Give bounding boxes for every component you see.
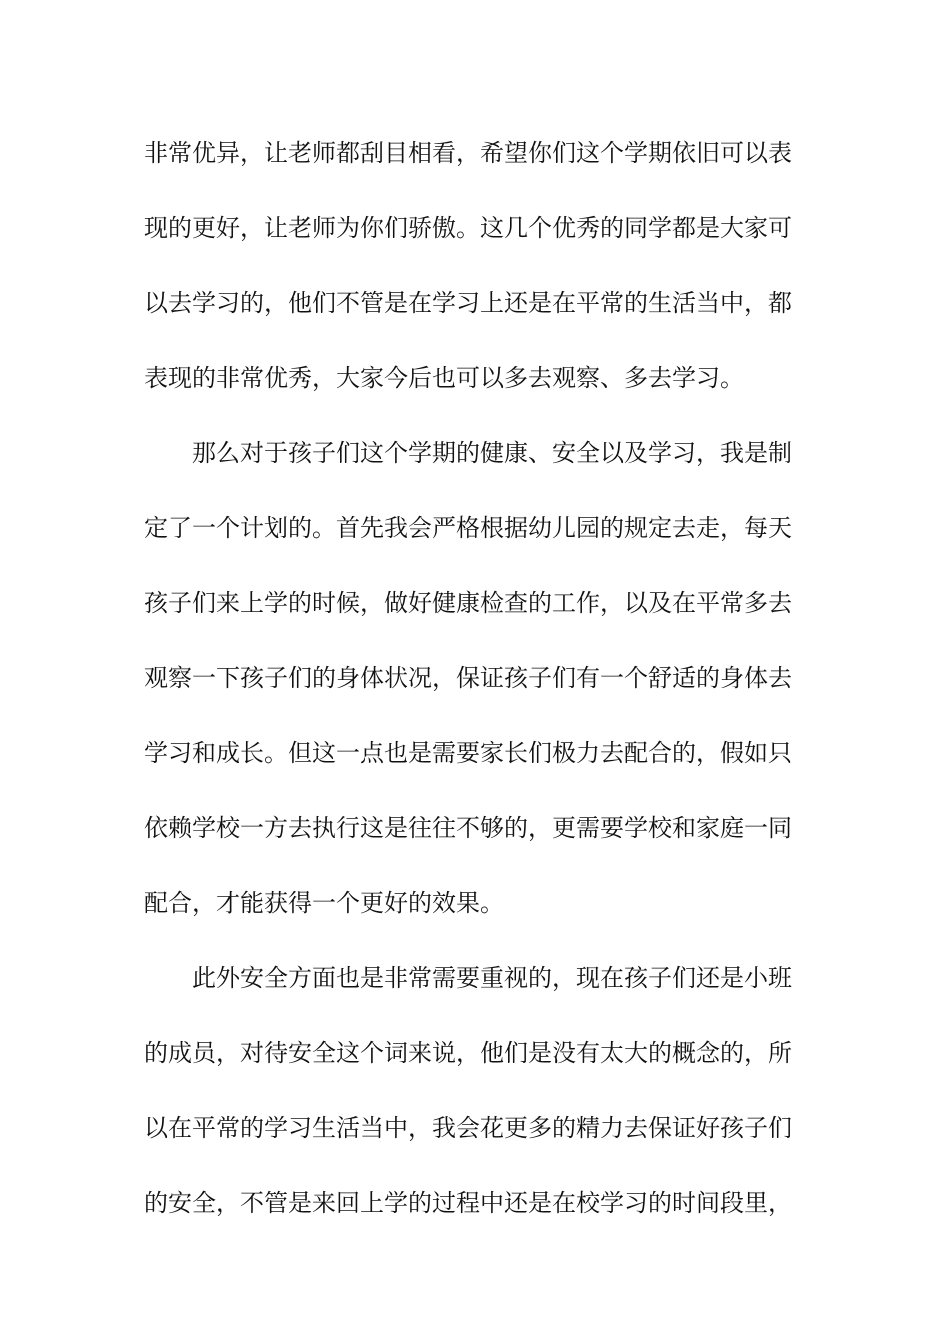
- text-line: 非常优异，让老师都刮目相看，希望你们这个学期依旧可以表: [144, 139, 792, 167]
- text-line: 观察一下孩子们的身体状况，保证孩子们有一个舒适的身体去: [144, 664, 792, 692]
- text-line: 现的更好，让老师为你们骄傲。这几个优秀的同学都是大家可: [144, 214, 792, 242]
- paragraph-2: [144, 428, 808, 953]
- text-line: 定了一个计划的。首先我会严格根据幼儿园的规定去走，每天: [144, 514, 792, 542]
- text-line: 的安全，不管是来回上学的过程中还是在校学习的时间段里，: [144, 1189, 792, 1217]
- text-line: 孩子们来上学的时候，做好健康检查的工作，以及在平常多去: [144, 589, 792, 617]
- text-line: 此外安全方面也是非常需要重视的，现在孩子们还是小班: [192, 964, 792, 992]
- text-line: 表现的非常优秀，大家今后也可以多去观察、多去学习。: [144, 364, 744, 392]
- text-line: 配合，才能获得一个更好的效果。: [144, 889, 504, 917]
- paragraph-3: [144, 953, 808, 1253]
- text-line: 那么对于孩子们这个学期的健康、安全以及学习，我是制: [192, 439, 792, 467]
- text-line: 学习和成长。但这一点也是需要家长们极力去配合的，假如只: [144, 739, 792, 767]
- text-line: 依赖学校一方去执行这是往往不够的，更需要学校和家庭一同: [144, 814, 792, 842]
- text-line: 以在平常的学习生活当中，我会花更多的精力去保证好孩子们: [144, 1114, 792, 1142]
- text-line: 的成员，对待安全这个词来说，他们是没有太大的概念的，所: [144, 1039, 792, 1067]
- paragraph-1: [144, 128, 808, 428]
- text-line: 以去学习的，他们不管是在学习上还是在平常的生活当中，都: [144, 289, 792, 317]
- document-body: [144, 128, 808, 1253]
